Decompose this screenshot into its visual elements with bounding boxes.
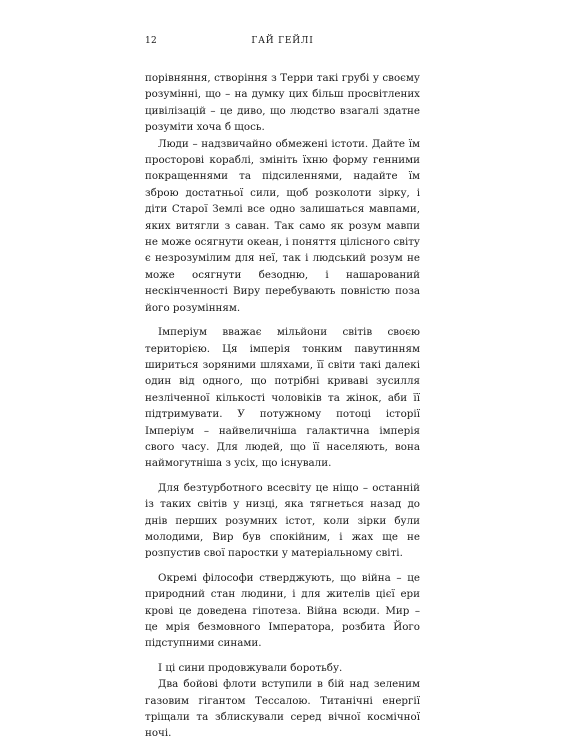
paragraph: Імперіум вважає мільйони світів своєю територією. Ця імперія тонким павутинням шириться зоряними шляхами, її світи такі далекі один від одного, що потрібні криваві зусилля незліченної кількості чоловіків та жінок, аби її підтримувати. У потужному потоці історії Імперіум – найвеличніша галактична імперія свого часу. Для людей, що її населяють, вона наймогутніша з усіх, що існували. (145, 326, 420, 470)
book-header: ГАЙ ГЕЙЛІ (251, 36, 314, 46)
paragraph: Два бойові флоти вступили в бій над зеленим газовим гігантом Тессалою. Титанічні енергії тріщали та зблискували серед вічної космічної ночі. (145, 678, 420, 740)
running-head (145, 36, 420, 50)
body-text (145, 70, 420, 742)
paragraph: І ці сини продовжували боротьбу. (158, 661, 343, 674)
paragraph: Для безтурботного всесвіту це ніщо – останній із таких світів у низці, яка тягнеться назад до днів перших розумних істот, коли зірки були молодими, Вир був спокійним, і жах ще не розпустив свої паростки у матеріальному світі. (145, 481, 420, 560)
paragraph: Люди – надзвичайно обмежені істоти. Дайте їм просторові кораблі, змініть їхню форму генними покращеннями та підсиленнями, надайте їм зброю достатньої сили, щоб розколоти зірку, і діти Старої Землі все одно залишаться мавпами, яких витягли з саван. Так само як розум мавпи не може осягнути океан, і поняття цілісного світу є незрозумілим для неї, так і людський розум не може осягнути безодню, і нашарований нескінченності Виру перебувають повністю поза його розумінням. (145, 137, 420, 314)
page-number: 12 (145, 36, 158, 46)
paragraph: Окремі філософи стверджують, що війна – це природний стан людини, і для жителів цієї ери крові це доведена гіпотеза. Війна всюди. Мир – це мрія безмовного Імператора, розбита Його підступними синами. (145, 571, 420, 650)
paragraph: порівняння, створіння з Терри такі грубі у своєму розумінні, що – на думку цих більш просвітлених цивілізацій – це диво, що людство взагалі здатне розуміти хоча б щось. (145, 72, 420, 134)
